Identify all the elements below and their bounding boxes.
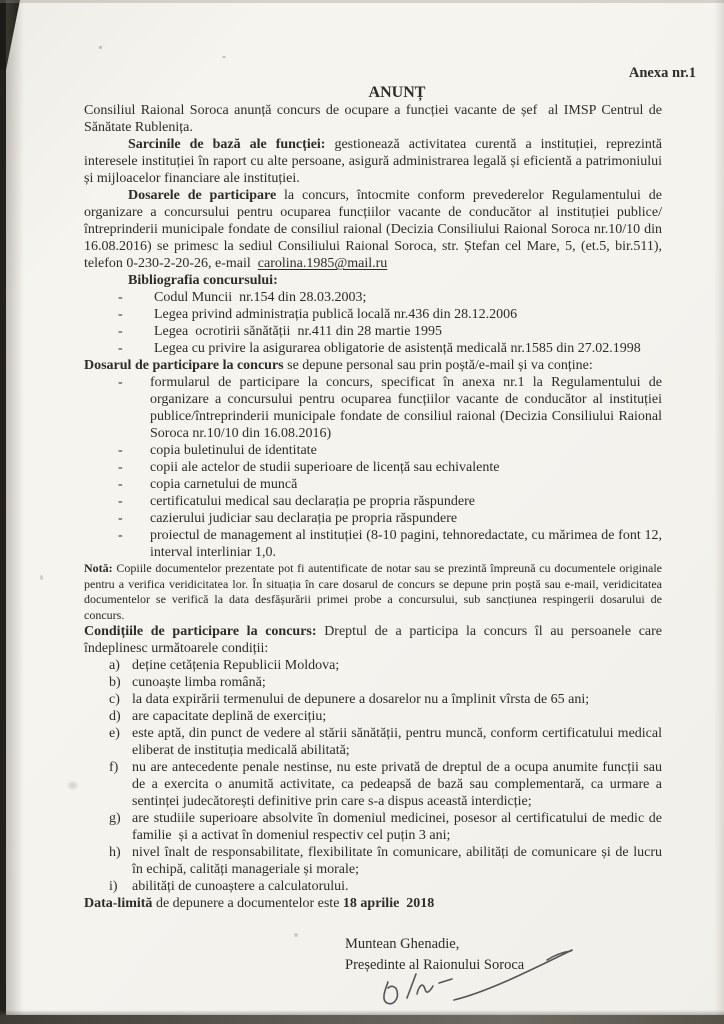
bibliography-heading: Bibliografia concursului:: [128, 273, 278, 288]
dossier-contents-label: Dosarul de participare la concurs: [84, 358, 284, 373]
list-item: [84, 340, 662, 357]
dossier-contents-text: se depune personal sau prin poștă/e-mail și va conține:: [283, 358, 593, 373]
list-item: [84, 844, 666, 878]
list-item: [84, 510, 662, 527]
list-item: [84, 674, 662, 691]
list-item: [84, 810, 666, 844]
list-item: [84, 374, 666, 442]
list-item: [84, 725, 666, 759]
list-item-text: deține cetățenia Republicii Moldova;: [132, 658, 340, 673]
document-title: ANUNȚ: [368, 84, 426, 101]
list-item: [84, 323, 662, 340]
list-item: [84, 493, 662, 510]
scan-edge-bottom: [0, 1015, 724, 1024]
signatory-name: Muntean Ghenadie,: [345, 936, 460, 952]
item-letter: f): [109, 760, 119, 775]
list-item-text: cunoaște limba română;: [132, 675, 266, 690]
handwritten-signature: [357, 946, 587, 1012]
list-item-text: copia buletinului de identitate: [150, 443, 317, 458]
list-item-text: Legea cu privire la asigurarea obligatorie de asistență medicală nr.1585 din 27.02.1998: [154, 341, 641, 356]
list-item-text: Legea ocrotirii sănătății nr.411 din 28 martie 1995: [154, 324, 442, 339]
list-item: [84, 878, 662, 895]
item-letter: b): [109, 675, 121, 690]
note-text: Copiile documentelor prezentate pot fi autentificate de notar sau se prezintă împreună cu documentele originale pentru a verifica veridicitatea lor. În situația în care dosarul de concurs se depune prin poștă sau e-mail, veridicitatea documentelor se verifică la data desfășurării primei probe a concursului, sub sancțiunea respingerii dosarului de concurs.: [84, 561, 665, 622]
signature-block: [345, 934, 524, 976]
dash-marker: -: [118, 290, 123, 305]
list-item-text: nivel înalt de responsabilitate, flexibilitate în comunicare, abilități de comunicare și de lucru în echipă, calități manageriale și morale;: [132, 845, 666, 877]
item-letter: i): [109, 879, 118, 894]
list-item-text: cazierului judiciar sau declarația pe propria răspundere: [150, 511, 458, 526]
list-item-text: Legea privind administrația publică locală nr.436 din 28.12.2006: [154, 307, 518, 322]
annex-label: Anexa nr.1: [628, 65, 696, 81]
deadline-text: de depunere a documentelor este: [152, 896, 343, 911]
item-letter: d): [109, 709, 121, 724]
list-item: [84, 657, 662, 674]
email-address: carolina.1985@mail.ru: [257, 256, 388, 271]
scan-edge-right: [714, 0, 724, 1024]
note-paragraph: [84, 561, 665, 623]
list-item: [84, 691, 662, 708]
conditions-label: Condițiile de participare la concurs:: [84, 624, 317, 639]
list-item-text: nu are antecedente penale nestinse, nu este privată de dreptul de a ocupa anumite funcții sau de a exercita o anumită activitate, ca pedeapsă de bază sau complementară, ca urmare a sentinței judecătorești definitive prin care s-a dispus această interdicție;: [132, 760, 666, 809]
item-letter: e): [109, 726, 120, 741]
paragraph-intro: [84, 102, 666, 136]
conditions-list: [84, 657, 666, 895]
dash-marker: -: [118, 324, 123, 339]
dash-marker: -: [118, 460, 123, 475]
dash-marker: -: [118, 341, 123, 356]
note-label: Notă:: [84, 561, 113, 575]
scan-edge-left-shadow: [6, 0, 24, 1024]
scan-speck: [294, 933, 298, 937]
list-item-text: abilități de cunoaștere a calculatorului.: [132, 879, 349, 894]
signatory-title: Președinte al Raionului Soroca: [345, 957, 525, 973]
list-item: [84, 442, 662, 459]
tasks-text: gestionează activitatea curentă a instituției, reprezintă interesele instituției în raport cu alte persoane, asigură administrarea legală și eficientă a patrimoniului și mijloacelor financiare ale instituției.: [84, 137, 666, 186]
deadline-label: Data-limită: [84, 896, 153, 911]
list-item-text: formularul de participare la concurs, specificat în anexa nr.1 la Regulamentului de organizare a concursului pentru ocuparea funcțiilor vacante de conducător al instituției publice/întreprinderii municipale fondate de consiliul raional (Decizia Consiliului Raional Soroca nr.10/10 din 16.08.2016): [150, 375, 666, 441]
dossier-contents-list: [84, 374, 666, 561]
dash-marker: -: [118, 307, 123, 322]
list-item-text: are capacitate deplină de exercițiu;: [132, 709, 327, 724]
list-item: [84, 459, 662, 476]
list-item-text: copia carnetului de muncă: [150, 477, 298, 492]
dash-marker: -: [118, 375, 123, 390]
dossiers-label: Dosarele de participare: [128, 188, 277, 203]
dash-marker: -: [118, 494, 123, 509]
conditions-text: Dreptul de a participa la concurs îl au persoanele care îndeplinesc următoarele condiții:: [84, 624, 666, 656]
list-item: [84, 527, 666, 561]
list-item-text: copii ale actelor de studii superioare de licență sau echivalente: [150, 460, 500, 475]
deadline-paragraph: [84, 895, 662, 912]
paragraph-conditions: [84, 623, 666, 657]
list-item-text: este aptă, din punct de vedere al stării sănătății, pentru muncă, conform certificatului medical eliberat de instituția medicală abilitată;: [132, 726, 666, 758]
scan-speck: [222, 56, 226, 58]
list-item: [84, 306, 662, 323]
list-item-text: proiectul de management al instituției (8-10 pagini, tehnoredactate, cu mărimea de font 12, interval interliniar 1,0.: [150, 528, 666, 560]
list-item: [84, 476, 662, 493]
item-letter: h): [109, 845, 121, 860]
list-item: [84, 708, 662, 725]
list-item-text: Codul Muncii nr.154 din 28.03.2003;: [154, 290, 367, 305]
paragraph-tasks: [84, 136, 666, 187]
scan-speck: [40, 575, 43, 580]
dash-marker: -: [118, 443, 123, 458]
scan-smudge: [68, 782, 77, 789]
list-item-text: are studiile superioare absolvite în domeniul medicinei, posesor al certificatului de medic de familie și a activat în domeniul respectiv cel puțin 3 ani;: [132, 811, 666, 843]
scan-speck: [99, 46, 102, 49]
dash-marker: -: [118, 477, 123, 492]
dash-marker: -: [118, 528, 123, 543]
document-body: [84, 84, 666, 912]
list-item-text: la data expirării termenului de depunere a dosarelor nu a împlinit vîrsta de 65 ani;: [132, 692, 590, 707]
intro-text: Consiliul Raional Soroca anunță concurs de ocupare a funcției vacante de șef al IMSP Centrul de Sănătate Rublenița.: [84, 103, 666, 135]
item-letter: a): [109, 658, 120, 673]
paragraph-dossier-contents: [84, 357, 662, 374]
list-item: [84, 759, 666, 810]
tasks-label: Sarcinile de bază ale funcției:: [128, 137, 326, 152]
bibliography-list: [84, 289, 662, 357]
deadline-date: 18 aprilie 2018: [342, 896, 435, 911]
dossiers-text: la concurs, întocmite conform prevederelor Regulamentului de organizare a concursului pentru ocuparea funcțiilor vacante de conducător al instituției publice/ întreprinderii municipale fondate de consiliul raional (Decizia Consiliului Raional Soroca nr.10/10 din 16.08.2016) se primesc la sediul Consiliului Raional Soroca, str. Ștefan cel Mare, 5, (et.5, bir.511), telefon 0-230-2-20-26, e-mail: [84, 188, 666, 271]
item-letter: c): [109, 692, 120, 707]
list-item-text: certificatului medical sau declarația pe propria răspundere: [150, 494, 475, 509]
paragraph-dossiers: [84, 187, 666, 272]
list-item: [84, 289, 662, 306]
item-letter: g): [109, 811, 121, 826]
scan-edge-top: [0, 0, 724, 3]
dash-marker: -: [118, 511, 123, 526]
